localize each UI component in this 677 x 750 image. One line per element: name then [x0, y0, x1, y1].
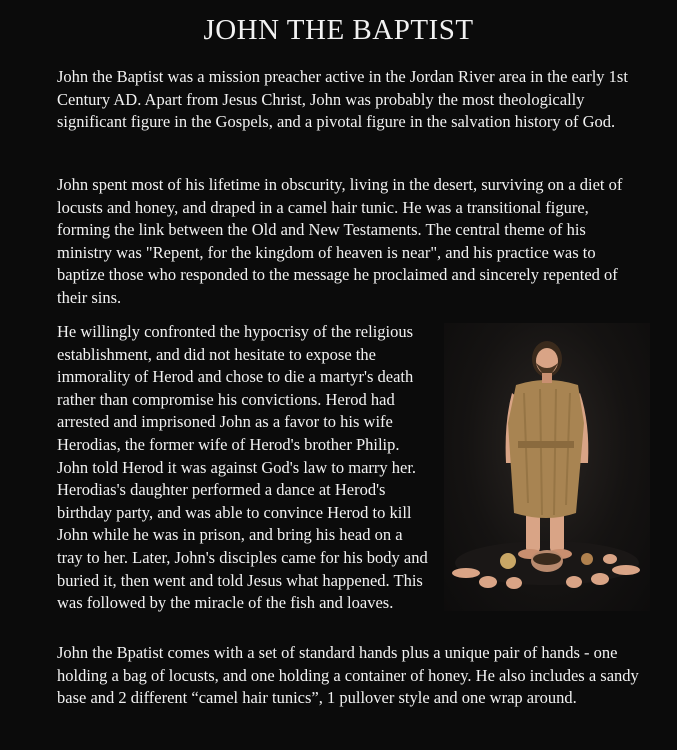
accessory-hand	[591, 573, 609, 585]
paragraph-intro: John the Baptist was a mission preacher active in the Jordan River area in the early 1st Century AD. Apart from Jesus Christ, John was probably the most theologically significant figure in the Gospels, and a pivotal figure in the salvation history of God.	[57, 67, 628, 132]
accessory-hand	[506, 577, 522, 589]
paragraph-martyrdom: He willingly confronted the hypocrisy of the religious establishment, and did not hesitate to expose the immorality of Herod and chose to die a martyr's death rather than compromise his convictions. Herod had arrested and imprisoned John as a favor to his wife Herodias, the former wife of Herod's brother Philip. John told Herod it was against God's law to marry her. Herodias's daughter performed a dance at Herod's birthday party, and was able to convince Herod to kill John while he was in prison, and bring his head on a tray to her. Later, John's disciples came for his body and buried it, then went and told Jesus what happened. This was followed by the miracle of the fish and loaves.	[57, 322, 428, 613]
figure-belt	[518, 441, 574, 448]
accessory-hand	[479, 576, 497, 588]
accessory-hand	[452, 568, 480, 578]
figure-tunic	[508, 380, 584, 518]
accessory-hand	[612, 565, 640, 575]
paragraph-lifetime: John spent most of his lifetime in obscurity, living in the desert, surviving on a diet of locusts and honey, and draped in a camel hair tunic. He was a transitional figure, forming the link between the Old and New Testaments. The central theme of his ministry was "Repent, for the kingdom of heaven is near", and his practice was to baptize those who responded to the message he proclaimed and sincerely repented of their sins.	[57, 175, 623, 307]
page-title: JOHN THE BAPTIST	[203, 14, 474, 46]
accessory-hand	[566, 576, 582, 588]
action-figure-photo	[444, 323, 650, 611]
paragraph-accessories: John the Bpatist comes with a set of standard hands plus a unique pair of hands - one holding a bag of locusts, and one holding a container of honey. He also includes a sandy base and 2 different “camel hair tunics”, 1 pullover style and one wrap around.	[57, 643, 639, 708]
accessory-hand	[603, 554, 617, 564]
accessory-honey-jar	[500, 553, 516, 569]
